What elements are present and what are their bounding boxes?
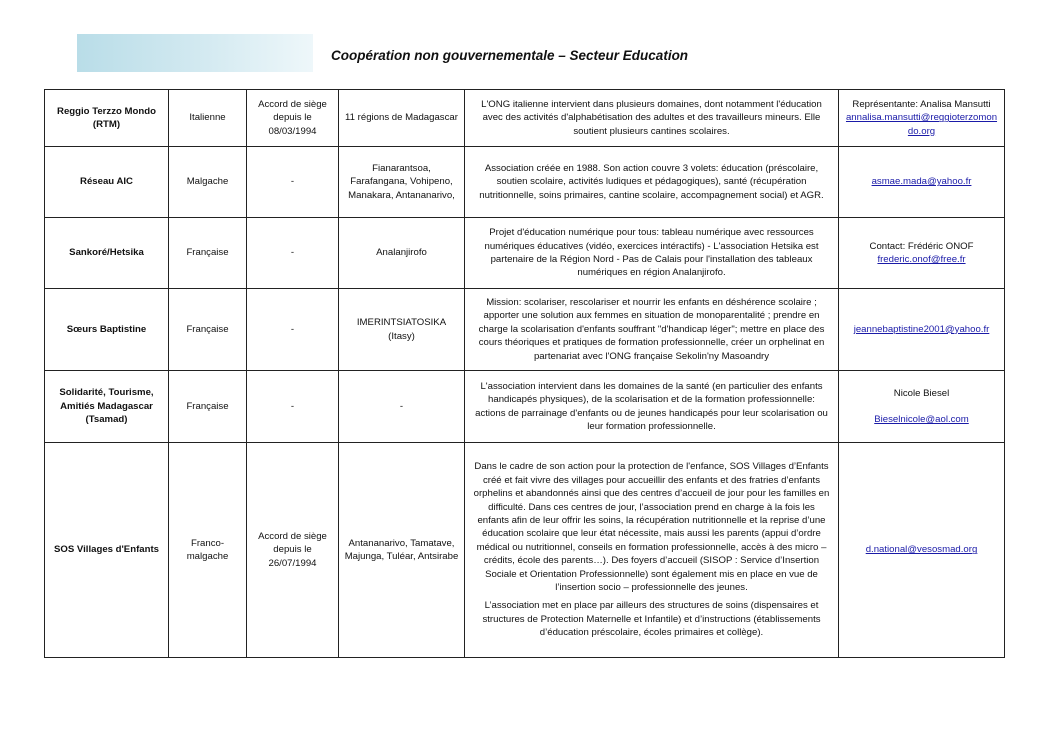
contact-cell	[839, 218, 1005, 289]
nationality: Française	[169, 218, 247, 289]
ngo-table	[44, 89, 1005, 658]
table-row	[45, 371, 1005, 443]
description-extra: L’association met en place par ailleurs des structures de soins (dispensaires et structures de Protection Maternelle et Infantile) et d’instructions (établissements d’éducation préscolaire, écoles primaires et collège).	[482, 600, 821, 639]
header-banner	[77, 34, 313, 72]
organization-name: Solidarité, Tourisme, Amitiés Madagascar (Tsamad)	[45, 371, 169, 443]
agreement: -	[247, 147, 339, 218]
description-cell	[465, 147, 839, 218]
nationality: Malgache	[169, 147, 247, 218]
page-title: Coopération non gouvernementale – Secteur Education	[331, 48, 689, 63]
agreement: -	[247, 289, 339, 371]
regions: -	[339, 371, 465, 443]
table-row	[45, 147, 1005, 218]
organization-name: Sœurs Baptistine	[45, 289, 169, 371]
description-cell	[465, 218, 839, 289]
regions: Analanjirofo	[339, 218, 465, 289]
contact-cell	[839, 90, 1005, 147]
description: Mission: scolariser, rescolariser et nourrir les enfants en déshérence scolaire ; apporter une solution aux femmes en situation de monoparentalité ; prendre en charge la scolarisation d'enfants souffrant "d'handicap léger"; mettre en place des cours théoriques et pratiques de formation professionnelle, créer un orphelinat en partenariat avec l'ONG française Sekolin'ny Masoandry	[478, 296, 825, 362]
table-row	[45, 218, 1005, 289]
regions: IMERINTSIATOSIKA (Itasy)	[339, 289, 465, 371]
description: L'ONG italienne intervient dans plusieurs domaines, dont notamment l'éducation avec des activités d'alphabétisation des adultes et des travailleurs mineurs. Elle soutient plusieurs cantines scolaires.	[481, 98, 822, 137]
organization-name: SOS Villages d'Enfants	[45, 443, 169, 658]
description: Association créée en 1988. Son action couvre 3 volets: éducation (préscolaire, soutien scolaire, activités ludiques et pédagogiques), santé (récupération nutritionnelle, soins primaires, cantine scolaire, accompagnement social) et AGR.	[479, 162, 824, 201]
contact-name: Contact: Frédéric ONOF	[869, 240, 974, 252]
contact-email-link[interactable]: annalisa.mansutti@reggioterzomondo.org	[845, 112, 998, 137]
contact-cell	[839, 371, 1005, 443]
contact-cell	[839, 443, 1005, 658]
agreement: -	[247, 371, 339, 443]
table-row	[45, 289, 1005, 371]
contact-cell	[839, 289, 1005, 371]
contact-email-link[interactable]: jeannebaptistine2001@yahoo.fr	[853, 323, 990, 335]
organization-name: Sankoré/Hetsika	[45, 218, 169, 289]
table-row	[45, 90, 1005, 147]
contact-email-link[interactable]: Bieselnicole@aol.com	[874, 414, 969, 425]
organization-name: Réseau AIC	[45, 147, 169, 218]
nationality: Française	[169, 289, 247, 371]
table-row	[45, 443, 1005, 658]
regions: Fianarantsoa, Farafangana, Vohipeno, Manakara, Antananarivo,	[339, 147, 465, 218]
organization-name: Reggio Terzzo Mondo (RTM)	[45, 90, 169, 147]
contact-email-link[interactable]: asmae.mada@yahoo.fr	[871, 176, 972, 188]
description-cell	[465, 443, 839, 658]
description-cell	[465, 289, 839, 371]
nationality: Italienne	[169, 90, 247, 147]
regions: Antananarivo, Tamatave, Majunga, Tuléar, Antsirabe	[339, 443, 465, 658]
contact-email-link[interactable]: d.national@vesosmad.org	[865, 544, 978, 556]
nationality: Française	[169, 371, 247, 443]
nationality: Franco-malgache	[169, 443, 247, 658]
description: Projet d'éducation numérique pour tous: tableau numérique avec ressources numériques éducatives (vidéo, exercices intéractifs) - L'association Hetsika est partenaire de la Région Nord - Pas de Calais pour l'installation des tableaux numériques en région Analanjirofo.	[484, 227, 819, 279]
description: Dans le cadre de son action pour la protection de l'enfance, SOS Villages d’Enfants créé et fait vivre des villages pour accueillir des enfants et des fratries d’enfants orphelins et abandonnés ainsi que des centres d’accueil de jour pour les familles en difficulté. Dans ces centres de jour, l’association prend en charge à la fois les enfants afin de leur offrir les soins, la récupération nutritionnelle et la reprise d’une éducation scolaire que leur état nécessite, mais aussi les parents (appui d’ordre médical ou nutritionnel, conseils en formation professionnelle, accès à des micro – crédits, école des parents…). Des foyers d’accueil (SISOP : Service d’Insertion Sociale et Orientation Professionnelle) sont également mis en place en vue de l’insertion socio – professionnelle des jeunes.	[473, 461, 830, 594]
description: L'association intervient dans les domaines de la santé (en particulier des enfants handicapés physiques), de la scolarisation et de la formation professionnelle: actions de parrainage d'enfants ou de jeunes handicapés pour leur scolarisation ou leur formation professionnelle.	[475, 380, 828, 432]
agreement: Accord de siège depuis le 08/03/1994	[247, 90, 339, 147]
contact-cell	[839, 147, 1005, 218]
agreement: -	[247, 218, 339, 289]
description-cell	[465, 90, 839, 147]
contact-name: Nicole Biesel	[893, 387, 950, 399]
agreement: Accord de siège depuis le 26/07/1994	[247, 443, 339, 658]
regions: 11 régions de Madagascar	[339, 90, 465, 147]
description-cell	[465, 371, 839, 443]
contact-name: Représentante: Analisa Mansutti	[852, 98, 991, 110]
contact-email-link[interactable]: frederic.onof@free.fr	[877, 254, 966, 265]
